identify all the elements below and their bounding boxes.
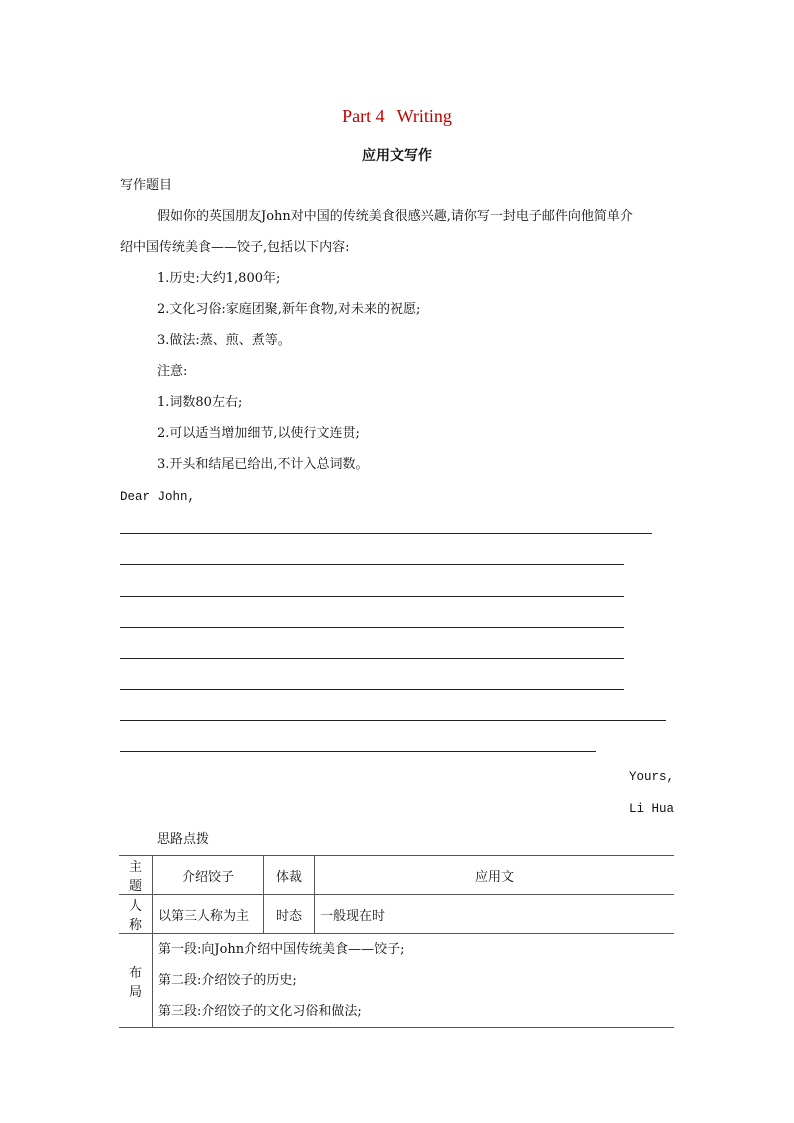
writing-line-5[interactable] [120, 658, 624, 659]
writing-line-8[interactable] [120, 751, 596, 752]
letter-greeting: Dear John, [120, 490, 196, 504]
note-2: 2.可以适当增加细节,以使行文连贯; [157, 426, 360, 441]
tense-value: 一般现在时 [315, 895, 675, 934]
row-label-genre: 体裁 [264, 856, 315, 895]
letter-closing: Yours, [628, 770, 674, 784]
layout-paragraph-3: 第三段:介绍饺子的文化习俗和做法; [158, 1004, 362, 1019]
part-number: Part 4 [342, 106, 385, 126]
content-point-3: 3.做法:蒸、煎、煮等。 [157, 333, 291, 348]
task-prompt-line-2: 绍中国传统美食——饺子,包括以下内容: [120, 240, 350, 255]
writing-line-2[interactable] [120, 564, 624, 565]
writing-line-7[interactable] [120, 720, 666, 721]
task-prompt-line-1: 假如你的英国朋友John对中国的传统美食很感兴趣,请你写一封电子邮件向他简单介 [157, 209, 633, 224]
page-title [0, 106, 794, 127]
layout-value [153, 934, 675, 1028]
note-3: 3.开头和结尾已给出,不计入总词数。 [157, 457, 369, 472]
tips-table [119, 855, 674, 1028]
layout-paragraph-1: 第一段:向John介绍中国传统美食——饺子; [158, 942, 405, 957]
row-label-tense: 时态 [264, 895, 315, 934]
table-row [119, 856, 674, 895]
writing-line-4[interactable] [120, 627, 624, 628]
task-label: 写作题目 [120, 178, 173, 193]
tips-heading: 思路点拨 [157, 832, 210, 847]
row-label-person: 人称 [119, 895, 153, 934]
section-subtitle: 应用文写作 [362, 148, 432, 164]
row-label-layout: 布局 [119, 934, 153, 1028]
layout-paragraph-2: 第二段:介绍饺子的历史; [158, 973, 297, 988]
content-point-2: 2.文化习俗:家庭团聚,新年食物,对未来的祝愿; [157, 302, 421, 317]
part-section: Writing [396, 106, 452, 126]
writing-line-1[interactable] [120, 533, 652, 534]
writing-line-6[interactable] [120, 689, 624, 690]
table-row [119, 934, 674, 1028]
row-label-theme: 主题 [119, 856, 153, 895]
theme-value: 介绍饺子 [153, 856, 264, 895]
writing-line-3[interactable] [120, 596, 624, 597]
content-point-1: 1.历史:大约1,800年; [157, 271, 281, 286]
person-value: 以第三人称为主 [153, 895, 264, 934]
letter-signature: Li Hua [628, 802, 674, 816]
table-row [119, 895, 674, 934]
notes-label: 注意: [157, 364, 188, 379]
genre-value: 应用文 [315, 856, 675, 895]
note-1: 1.词数80左右; [157, 395, 243, 410]
